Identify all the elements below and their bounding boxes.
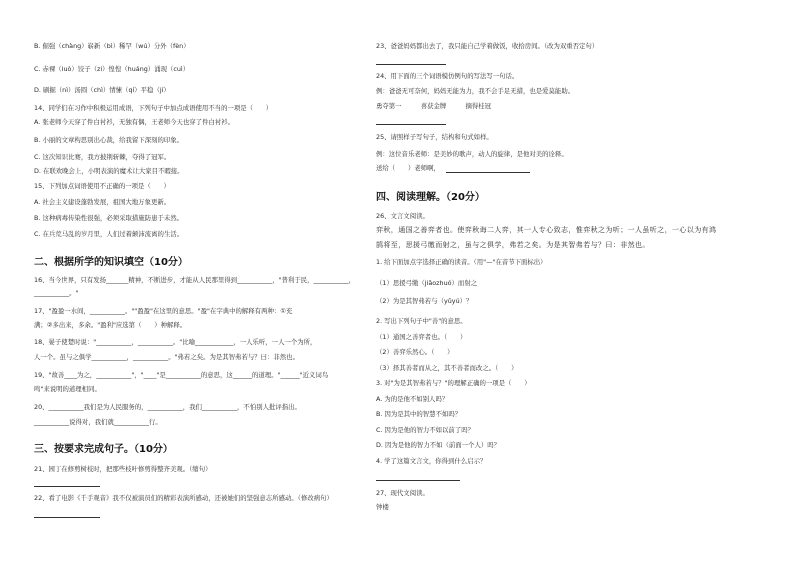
question-line: （2）为是其智弗若与（yǔyú）？ [376,297,473,305]
passage-title: 钟楼 [376,503,389,511]
question-line: 勇夺第一 喜获金牌 摘得桂冠 [376,102,492,110]
question-line: 16、当今世界，只有发扬_______精神，不断进步，才能从人民那里得到___________，"普利于民，___________， [34,276,356,284]
question-line: 满；②多出来，多余。"盈利"应选第（ ）种解释。 [34,321,187,329]
question-line: （2）善弈乐然心。（ ） [376,348,454,356]
question-line: ___________。" [34,289,79,297]
answer-blank[interactable] [376,124,446,125]
question-line: C. 赤裸（luò）饺子（zi）惶惶（huáng）涌现（cuì） [34,65,190,73]
question-line: 20、___________我们是为人民服务的，___________，我们___________，不怕别人批评指出。 [34,403,301,411]
question-line: 2. 写出下列句子中"善"的意思。 [376,317,467,325]
question-line: 14、同学们在习作中积极运用成语，下列句子中加点成语使用不当的一项是（ ） [34,104,273,112]
question-line: C. 这次知识比赛，我方披荆斩棘，夺得了冠军。 [34,153,171,161]
question-line: 人一个。虽与之俱学___________，___________。"弗若之矣。为是其智弗若与？曰：非然也。 [34,353,299,361]
option-line: A. 为的是他不如别人吗？ [376,395,449,403]
question-line: 鸣"来说明的道理相同。 [34,385,101,393]
question-line: C. 在兵荒马乱的岁月里，人们过着颠沛流离的生活。 [34,230,184,238]
question-line: 例：这位音乐老师：是美妙的歌声，动人的旋律，是他对美的诠释。 [376,150,568,158]
question-line: 18、晏子使楚时说："___________，___________。"比喻____________，一人乐听，一人一个为所， [34,338,317,346]
question-line: B. 倔强（chàng）崭新（bì）稀罕（wú）分外（fèn） [34,42,190,50]
question-line: 3. 对"为是其智弗若与？"的理解正确的一项是（ ） [376,379,531,387]
question-line: 21、园丁在修剪树枝时，把那些枝叶修剪得整齐美观。（缩句） [34,465,212,473]
question-line: （1）通国之善弈者也。（ ） [376,333,467,341]
section-title: 二、根据所学的知识填空（10分） [34,257,188,268]
option-line: C. 因为是他的智力不如以前了吗？ [376,426,474,434]
answer-blank[interactable] [34,486,100,487]
question-line: 23、爸爸妈妈都出去了，我只能自己学着做饭，收拾房间。（改为双重否定句） [376,42,599,50]
question-line: ___________说得对，我们就___________行。 [34,418,162,426]
section-title: 三、按要求完成句子。（10分） [34,444,173,455]
section-title: 四、阅读理解。（20分） [376,192,485,203]
question-line: （3）择其善者而从之，其不善者而改之。（ ） [376,364,518,372]
question-line: 送给（ ）老师啊， [376,164,440,172]
question-line: D. 在联欢晚会上，小明表演的魔术让大家目不暇接。 [34,167,184,175]
question-line: A. 张老师今天穿了件白衬衫，无独有偶，王老师今天也穿了件白衬衫。 [34,118,235,126]
question-line: 25、请照样子写句子，结构和句式如样。 [376,133,493,141]
question-line: 22、看了电影《千手观音》我不仅被演员们的精彩表演所感动，还被她们的坚强意志所感动。（修改病句） [34,494,333,502]
option-line: B. 因为是其中的智慧不如吗？ [376,410,462,418]
question-line: （1）思援弓缴（jiǎozhuó）而射之 [376,279,478,287]
question-line: 例：爸爸无可奈何，妈妈无能为力，我不会手足无措，也是爱莫能助。 [376,87,575,95]
answer-blank[interactable] [376,480,460,481]
answer-blank[interactable] [446,172,530,173]
answer-blank[interactable] [34,517,100,518]
question-line: 17、"盈盈一水间，___________。""盈盈"在这里的意思。"盈"在字典中的解释有两种：①充 [34,307,293,315]
answer-blank[interactable] [376,64,446,65]
question-line: D. 刷掘（nì）汤圆（chì）情愫（qí）平稳（jí） [34,86,170,94]
question-line: 15、下列加点词语使用不正确的一项是（ ） [34,182,170,190]
question-line: 27、现代文阅读。 [376,489,429,497]
question-line: 26、文言文阅读。 [376,212,429,220]
question-line: 19、"故善____为之，___________"，"____"是___________的意思，这______的道理。"______"近义词鸟 [34,371,329,379]
question-line: 24、用下面的三个词语模仿例句的写法写一句话。 [376,72,519,80]
question-line: B. 这种病毒传染性很强，必须采取措施防患于未然。 [34,214,184,222]
classical-text-line: 鹄将至，思援弓缴而射之，虽与之俱学，弗若之矣。为是其智弗若与？曰：非然也。 [376,241,650,249]
question-line: A. 社会主义建设蓬勃发展，祖国大地万象更新。 [34,198,171,206]
option-line: D. 因为是他的智力不如（前面一个人）吗？ [376,441,501,449]
question-line: B. 小丽的文章构思别出心裁，给我留下深刻的印象。 [34,136,184,144]
question-line: 1. 给下面加点字选择正确的读音。（用"—"在音节下面标出） [376,258,547,266]
classical-text-line: 弈秋，通国之善弈者也。使弈秋诲二人弈，其一人专心致志，惟弈秋之为听；一人虽听之，一心以为有鸿 [376,226,717,234]
question-line: 4. 学了这篇文言文，你得到什么启示？ [376,457,487,465]
